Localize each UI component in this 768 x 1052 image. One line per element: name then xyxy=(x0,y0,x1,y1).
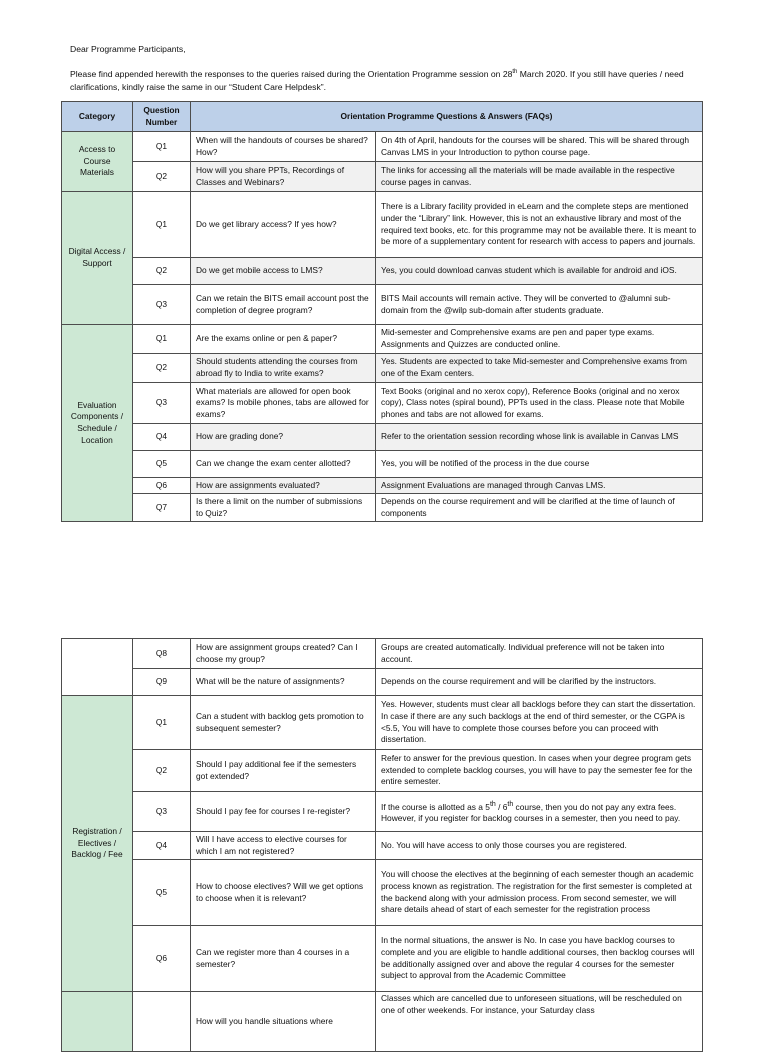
question-text: Are the exams online or pen & paper? xyxy=(191,325,376,354)
answer-text: Yes. However, students must clear all backlogs before they can start the dissertation. In case if there are any such backlogs at the end of third semester, or the CGPA is <5.5, You will have to complete those courses before you can proceed with dissertation. xyxy=(376,696,703,750)
answer-text: Yes, you could download canvas student which is available for android and iOS. xyxy=(376,258,703,285)
answer-text: No. You will have access to only those courses you are registered. xyxy=(376,832,703,860)
table-row xyxy=(62,494,703,522)
question-text: How are assignments evaluated? xyxy=(191,478,376,494)
answer-text-part: If the course is allotted as a 5 xyxy=(381,801,490,812)
table-row xyxy=(62,478,703,494)
answer-text: Refer to the orientation session recording whose link is available in Canvas LMS xyxy=(376,424,703,451)
question-text: How will you share PPTs, Recordings of Classes and Webinars? xyxy=(191,162,376,192)
category-cell-blank xyxy=(62,639,133,696)
intro-text-after: March 2020. If you still have queries / need clarifications, kindly raise the same in our “Student Care Helpdesk”. xyxy=(70,68,684,92)
question-number: Q1 xyxy=(133,132,191,162)
answer-text: Depends on the course requirement and will be clarified by the instructors. xyxy=(376,669,703,696)
question-text: Is there a limit on the number of submissions to Quiz? xyxy=(191,494,376,522)
faq-table-2 xyxy=(61,638,703,1052)
answer-text: Classes which are cancelled due to unforeseen situations, will be rescheduled on one of other weekends. For instance, your Saturday class xyxy=(376,992,703,1052)
question-number: Q1 xyxy=(133,325,191,354)
intro-superscript: th xyxy=(512,69,518,75)
table-row xyxy=(62,451,703,478)
answer-text-part: / 6 xyxy=(495,801,508,812)
table-row xyxy=(62,792,703,832)
question-text: Should I pay fee for courses I re-register? xyxy=(191,792,376,832)
category-cell xyxy=(62,992,133,1052)
table-row xyxy=(62,832,703,860)
answer-superscript: th xyxy=(489,800,496,808)
table-row xyxy=(62,285,703,325)
question-number: Q4 xyxy=(133,424,191,451)
table-header-row xyxy=(62,102,703,132)
question-number: Q5 xyxy=(133,451,191,478)
question-text: Can we change the exam center allotted? xyxy=(191,451,376,478)
category-cell: Evaluation Components / Schedule / Location xyxy=(62,325,133,522)
question-number: Q3 xyxy=(133,383,191,424)
category-cell: Access to Course Materials xyxy=(62,132,133,192)
question-number: Q1 xyxy=(133,696,191,750)
question-number: Q6 xyxy=(133,926,191,992)
header-category: Category xyxy=(62,102,133,132)
table-row xyxy=(62,354,703,383)
table-row xyxy=(62,669,703,696)
answer-text: BITS Mail accounts will remain active. They will be converted to @alumni sub-domain from the @wilp sub-domain after students graduate. xyxy=(376,285,703,325)
question-text: How are assignment groups created? Can I choose my group? xyxy=(191,639,376,669)
question-text: How are grading done? xyxy=(191,424,376,451)
intro-text-before: Please find appended herewith the responses to the queries raised during the Orientation Programme session on 28 xyxy=(70,68,513,79)
intro-paragraph xyxy=(70,66,710,94)
answer-text: In the normal situations, the answer is No. In case you have backlog courses to complete and you are eligible to handle additional courses, then backlog courses will be additionally assigned over and above the regular 4 courses for the semester subject to approval from the Academic Committee xyxy=(376,926,703,992)
question-text: When will the handouts of courses be shared? How? xyxy=(191,132,376,162)
answer-text: Refer to answer for the previous question. In cases when your degree program gets extended to complete backlog courses, you will have to pay the semester fee for the entire semester. xyxy=(376,750,703,792)
answer-text: Groups are created automatically. Individual preference will not be taken into account. xyxy=(376,639,703,669)
faq-table-1 xyxy=(61,101,703,522)
answer-text: Yes. Students are expected to take Mid-semester and Comprehensive exams from one of the Exam centers. xyxy=(376,354,703,383)
question-number: Q6 xyxy=(133,478,191,494)
question-text: Can we register more than 4 courses in a semester? xyxy=(191,926,376,992)
greeting: Dear Programme Participants, xyxy=(70,44,186,54)
answer-text: You will choose the electives at the beginning of each semester though an academic process known as registration. The registration for the first semester is completed at the backend along with your admission process. From second semester, we will share details ahead of start of each semester for the registration process xyxy=(376,860,703,926)
table-row xyxy=(62,860,703,926)
question-text: Can we retain the BITS email account post the completion of degree program? xyxy=(191,285,376,325)
table-row xyxy=(62,132,703,162)
question-number: Q2 xyxy=(133,162,191,192)
table-row xyxy=(62,424,703,451)
table-row xyxy=(62,750,703,792)
header-question-number: Question Number xyxy=(133,102,191,132)
question-text: Do we get library access? If yes how? xyxy=(191,192,376,258)
question-number: Q7 xyxy=(133,494,191,522)
question-number: Q2 xyxy=(133,354,191,383)
answer-superscript: th xyxy=(507,800,514,808)
question-text: What will be the nature of assignments? xyxy=(191,669,376,696)
question-text: Will I have access to elective courses for which I am not registered? xyxy=(191,832,376,860)
answer-text: Yes, you will be notified of the process in the due course xyxy=(376,451,703,478)
table-row xyxy=(62,162,703,192)
question-text: What materials are allowed for open book exams? Is mobile phones, tabs are allowed for exams? xyxy=(191,383,376,424)
table-row xyxy=(62,992,703,1052)
answer-text: Mid-semester and Comprehensive exams are pen and paper type exams. Assignments and Quizzes are conducted online. xyxy=(376,325,703,354)
question-number: Q4 xyxy=(133,832,191,860)
question-number: Q3 xyxy=(133,792,191,832)
answer-text-part: course, then you do not pay any extra fees. However, if you register for backlog courses in a semester, then you need to pay. xyxy=(381,801,681,823)
question-text: Do we get mobile access to LMS? xyxy=(191,258,376,285)
answer-text: There is a Library facility provided in eLearn and the complete steps are mentioned under the “Library” link. However, this is not an exhaustive library and most of the required text books, etc. for this programme may not be available there. It is meant to be more of a supplementary content for research with access to papers and journals. xyxy=(376,192,703,258)
category-cell: Registration / Electives / Backlog / Fee xyxy=(62,696,133,992)
table-row xyxy=(62,639,703,669)
question-number xyxy=(133,992,191,1052)
answer-text: The links for accessing all the materials will be made available in the respective course pages in canvas. xyxy=(376,162,703,192)
question-number: Q8 xyxy=(133,639,191,669)
question-number: Q5 xyxy=(133,860,191,926)
answer-text: On 4th of April, handouts for the courses will be shared. This will be shared through Canvas LMS in your Introduction to python course page. xyxy=(376,132,703,162)
question-text: How will you handle situations where xyxy=(191,992,376,1052)
question-number: Q1 xyxy=(133,192,191,258)
answer-text: Depends on the course requirement and will be clarified at the time of launch of components xyxy=(376,494,703,522)
answer-text: Text Books (original and no xerox copy), Reference Books (original and no xerox copy), Class notes (spiral bound), PPTs used in the class. Please note that Mobile phones and tabs are not allowed for exams. xyxy=(376,383,703,424)
table-row xyxy=(62,696,703,750)
table-row xyxy=(62,325,703,354)
question-text: How to choose electives? Will we get options to choose when it is relevant? xyxy=(191,860,376,926)
answer-text: Assignment Evaluations are managed through Canvas LMS. xyxy=(376,478,703,494)
table-row xyxy=(62,926,703,992)
question-number: Q2 xyxy=(133,258,191,285)
question-text: Should students attending the courses from abroad fly to India to write exams? xyxy=(191,354,376,383)
answer-text xyxy=(376,792,703,832)
question-number: Q3 xyxy=(133,285,191,325)
question-text: Should I pay additional fee if the semesters got extended? xyxy=(191,750,376,792)
question-number: Q2 xyxy=(133,750,191,792)
table-row xyxy=(62,383,703,424)
table-row xyxy=(62,258,703,285)
category-cell: Digital Access / Support xyxy=(62,192,133,325)
question-number: Q9 xyxy=(133,669,191,696)
header-title: Orientation Programme Questions & Answers (FAQs) xyxy=(191,102,703,132)
table-row xyxy=(62,192,703,258)
question-text: Can a student with backlog gets promotion to subsequent semester? xyxy=(191,696,376,750)
